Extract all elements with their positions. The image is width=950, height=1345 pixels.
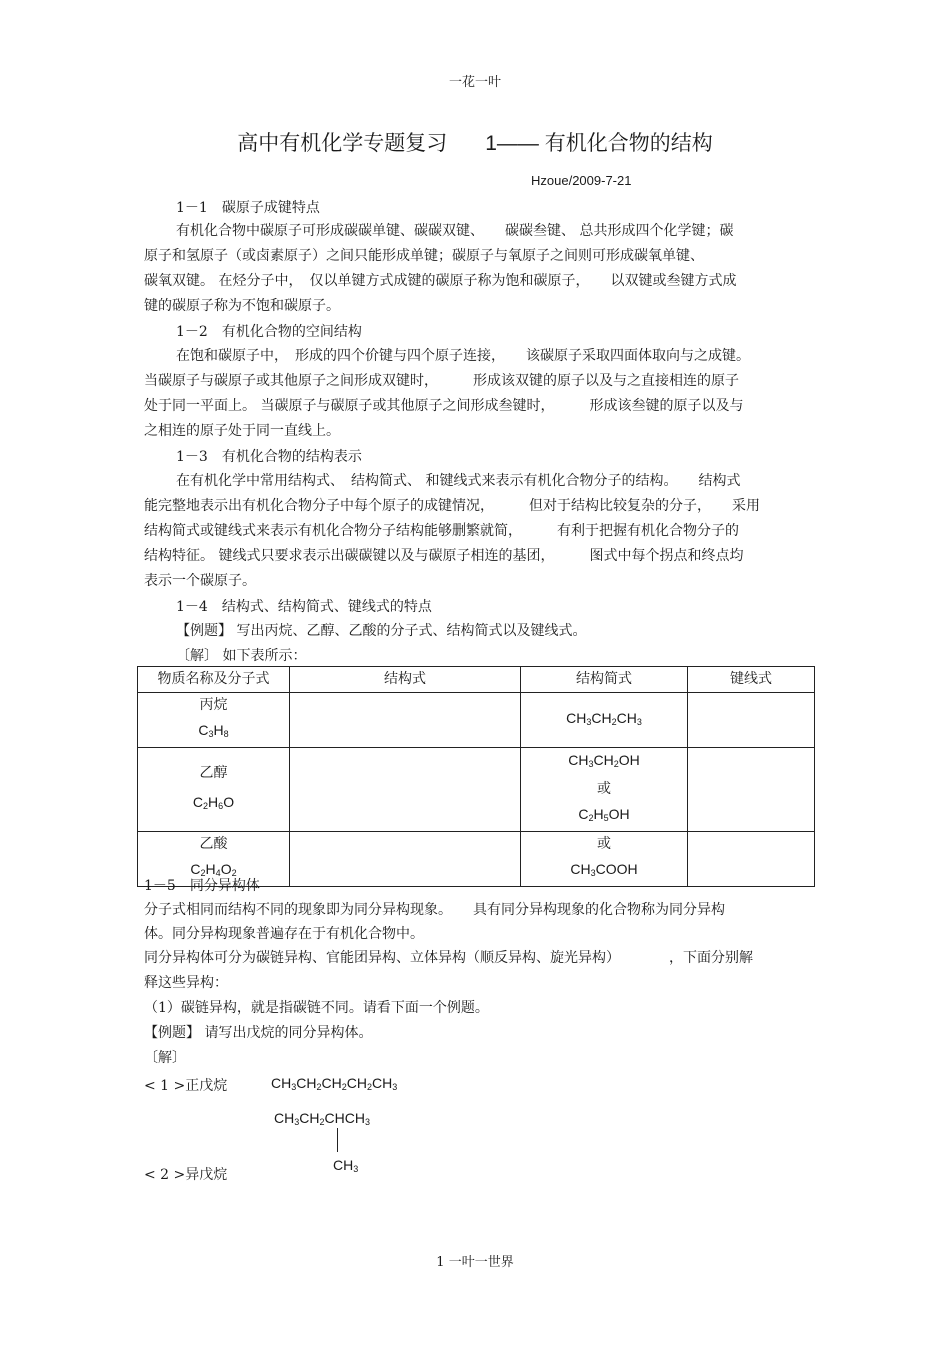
paragraph-line: 当碳原子与碳原子或其他原子之间形成双键时， 形成该双键的原子以及与之直接相连的原子: [144, 373, 739, 389]
author-date: Hzoue/2009-7-21: [531, 173, 632, 188]
paragraph-line: 表示一个碳原子。: [144, 573, 256, 589]
table-cell-name: 乙酸 $C_2H_4O_2$: [138, 832, 290, 887]
table-header-cell: 结构简式: [521, 667, 688, 693]
paragraph-line: 结构特征。 键线式只要求表示出碳碳键以及与碳原子相连的基团， 图式中每个拐点和终点均: [144, 548, 744, 564]
table-header-cell: 物质名称及分子式: [138, 667, 290, 693]
paragraph-line: 在饱和碳原子中， 形成的四个价键与四个原子连接， 该碳原子采取四面体取向与之成键。: [176, 348, 750, 364]
isomer-label-2: < 2 >异戊烷: [144, 1167, 228, 1183]
paragraph-line: 在有机化学中常用结构式、 结构简式、 和键线式来表示有机化合物分子的结构。 结构式: [176, 473, 741, 489]
table-header-cell: 结构式: [290, 667, 521, 693]
isomer-formula-1: $CH_3CH_2CH_2CH_2CH_3$: [271, 1075, 398, 1092]
table-cell-structural: [290, 748, 521, 832]
paragraph-line: 有机化合物中碳原子可形成碳碳单键、碳碳双键、 碳碳叁键、 总共形成四个化学键；碳: [176, 223, 734, 239]
condensed-formula: $CH_3CH_2OH$: [568, 752, 640, 769]
table-row: [138, 748, 815, 832]
table-cell-simple: [521, 693, 688, 748]
answer-label: 〔解〕: [144, 1050, 186, 1066]
page-title: [0, 127, 950, 157]
paragraph-line: 处于同一平面上。 当碳原子与碳原子或其他原子之间形成叁键时， 形成该叁键的原子以及与: [144, 398, 744, 414]
example-prompt: 【例题】 写出丙烷、乙醇、乙酸的分子式、结构简式以及键线式。: [176, 623, 587, 639]
table-cell-structural: [290, 832, 521, 887]
section-heading-1-1: 1－1 碳原子成键特点: [176, 200, 320, 216]
paragraph-line: 原子和氢原子（或卤素原子）之间只能形成单键；碳原子与氧原子之间则可形成碳氧单键、: [144, 248, 704, 264]
table-cell-name: 丙烷 $C_3H_8$: [138, 693, 290, 748]
paragraph-line: （1）碳链异构，就是指碳链不同。请看下面一个例题。: [144, 1000, 489, 1016]
title-main: 高中有机化学专题复习: [237, 131, 448, 155]
isomer-formula-2-main: $CH_3CH_2CHCH_3$: [274, 1110, 370, 1127]
page-footer: 1 一叶一世界: [436, 1255, 514, 1270]
section-heading-1-3: 1－3 有机化合物的结构表示: [176, 449, 362, 465]
table-cell-skeletal: [688, 832, 815, 887]
molecular-formula: $C_2H_4O_2$: [190, 861, 237, 878]
branch-bond: [337, 1128, 338, 1152]
table-header-row: [138, 667, 815, 693]
table-cell-simple: 或 $CH_3COOH$: [521, 832, 688, 887]
paragraph-line: 能完整地表示出有机化合物分子中每个原子的成键情况， 但对于结构比较复杂的分子， 采用: [144, 498, 760, 514]
page-header: 一花一叶: [448, 75, 501, 90]
section-heading-1-2: 1－2 有机化合物的空间结构: [176, 324, 362, 340]
molecular-formula: $C_2H_6O$: [192, 793, 235, 811]
paragraph-line: 碳氧双键。 在烃分子中， 仅以单键方式成键的碳原子称为饱和碳原子， 以双键或叁键方式成: [144, 273, 737, 289]
paragraph-line: 键的碳原子称为不饱和碳原子。: [144, 298, 340, 314]
condensed-formula: $CH_3COOH$: [570, 861, 638, 878]
table-cell-simple: $CH_3CH_2OH$ 或 $C_2H_5OH$: [521, 748, 688, 832]
isomer-formula-2-branch: $CH_3$: [333, 1157, 359, 1174]
paragraph-line: 体。同分异构现象普遍存在于有机化合物中。: [144, 926, 424, 942]
answer-label: 〔解〕 如下表所示：: [176, 648, 307, 664]
condensed-formula: $C_2H_5OH$: [578, 806, 630, 823]
table-cell-skeletal: [688, 748, 815, 832]
condensed-formula: $CH_3CH_2CH_3$: [566, 709, 642, 727]
title-num: 1—— 有机化合物的结构: [485, 132, 713, 155]
table-cell-name: 乙醇 $C_2H_6O$: [138, 748, 290, 832]
paragraph-line: 结构简式或键线式来表示有机化合物分子结构能够删繁就简， 有利于把握有机化合物分子的: [144, 523, 739, 539]
isomer-label-1: < 1 >正戊烷: [144, 1078, 228, 1094]
paragraph-line: 同分异构体可分为碳链异构、官能团异构、立体异构（顺反异构、旋光异构） ，下面分别解: [144, 950, 753, 966]
table-header-cell: 键线式: [688, 667, 815, 693]
table-cell-structural: [290, 693, 521, 748]
comparison-table: [137, 666, 815, 887]
section-heading-1-5: 1－5 同分异构体: [144, 878, 260, 894]
section-heading-1-4: 1－4 结构式、结构简式、键线式的特点: [176, 599, 432, 615]
molecular-formula: $C_3H_8$: [198, 722, 229, 739]
table-row: [138, 693, 815, 748]
paragraph-line: 释这些异构：: [144, 975, 228, 991]
paragraph-line: 之相连的原子处于同一直线上。: [144, 423, 340, 439]
table-cell-skeletal: [688, 693, 815, 748]
example-prompt: 【例题】 请写出戊烷的同分异构体。: [144, 1025, 373, 1041]
paragraph-line: 分子式相同而结构不同的现象即为同分异构现象。 具有同分异构现象的化合物称为同分异构: [144, 902, 725, 918]
